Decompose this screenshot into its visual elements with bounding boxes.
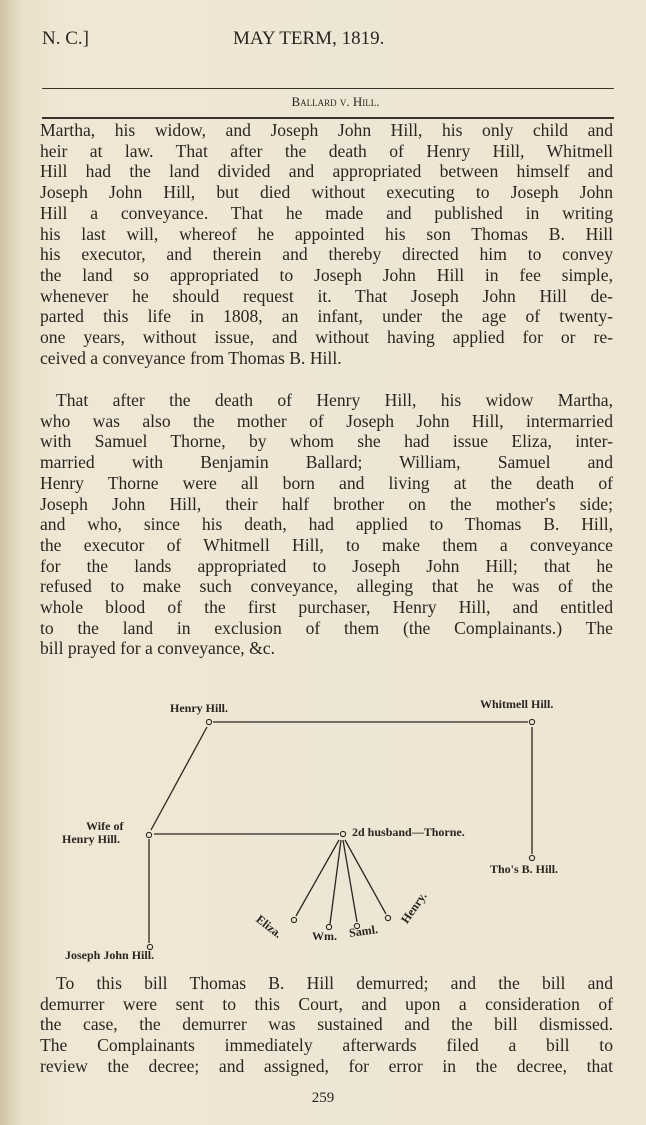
label-wife-henry-hill: Henry Hill.: [62, 832, 120, 846]
label-henry-hill: Henry Hill.: [170, 701, 228, 715]
text-line: with Samuel Thorne, by whom she had issue Eliza, inter-: [40, 431, 613, 452]
label-second-husband: 2d husband—Thorne.: [352, 825, 465, 839]
text-line: and who, since his death, had applied to Thomas B. Hill,: [40, 514, 613, 535]
text-line: Joseph John Hill, but died without executing to Joseph John: [40, 182, 613, 203]
text-line: one years, without issue, and without having applied for or re-: [40, 327, 613, 347]
label-henry: Henry.: [398, 889, 430, 927]
text-line: the land so appropriated to Joseph John Hill in fee simple,: [40, 264, 613, 285]
label-saml: Saml.: [348, 922, 379, 940]
label-thos-b-hill: Tho's B. Hill.: [490, 862, 559, 876]
text-line: parted this life in 1808, an infant, under the age of twenty-: [40, 306, 613, 327]
text-line: ceived a conveyance from Thomas B. Hill.: [40, 347, 342, 368]
text-line: bill prayed for a conveyance, &c.: [40, 638, 275, 659]
text-line: Joseph John Hill, their half brother on the mother's side;: [40, 493, 613, 514]
text-line: the case, the demurrer was sustained and the bill dismissed.: [40, 1014, 613, 1035]
text-line: the executor of Whitmell Hill, to make them a conveyance: [40, 534, 613, 555]
label-wife-of: Wife of: [86, 819, 124, 833]
text-line: Hill a conveyance. That he made and published in writing: [40, 202, 613, 223]
label-joseph-john-hill: Joseph John Hill.: [65, 948, 155, 962]
text-line: Hill had the land divided and appropriated between himself and: [40, 161, 613, 182]
text-line: married with Benjamin Ballard; William, Samuel and: [40, 452, 613, 473]
text-line: demurrer were sent to this Court, and upon a consideration of: [40, 993, 613, 1014]
text-line: That after the death of Henry Hill, his widow Martha,: [56, 390, 613, 410]
text-line: Martha, his widow, and Joseph John Hill, his only child and: [40, 120, 613, 140]
text-line: review the decree; and assigned, for error in the decree, that: [40, 1055, 613, 1076]
text-line: The Complainants immediately afterwards filed a bill to: [40, 1035, 613, 1056]
label-wm: Wm.: [312, 929, 337, 943]
running-head-term: MAY TERM, 1819.: [233, 28, 385, 49]
text-line: refused to make such conveyance, alleging that he was of the: [40, 576, 613, 597]
text-line: heir at law. That after the death of Henry Hill, Whitmell: [40, 140, 613, 161]
text-line: to the land in exclusion of them (the Complainants.) The: [40, 617, 613, 638]
text-line: for the lands appropriated to Joseph John Hill; that he: [40, 555, 613, 576]
text-line: whole blood of the first purchaser, Henry Hill, and entitled: [40, 597, 613, 617]
text-line: whenever he should request it. That Joseph John Hill de-: [40, 285, 613, 306]
case-title: Ballard v. Hill.: [291, 94, 380, 109]
text-line: To this bill Thomas B. Hill demurred; and the bill and: [56, 973, 613, 993]
label-eliza: Eliza.: [253, 912, 285, 941]
label-whitmell-hill: Whitmell Hill.: [480, 697, 554, 711]
text-line: his last will, whereof he appointed his son Thomas B. Hill: [40, 223, 613, 244]
running-head-state: N. C.]: [42, 28, 89, 49]
text-line: Henry Thorne were all born and living at the death of: [40, 472, 613, 493]
page-number: 259: [311, 1090, 335, 1106]
text-line: who was also the mother of Joseph John Hill, intermarried: [40, 410, 613, 431]
text-line: his executor, and therein and thereby directed him to convey: [40, 244, 613, 265]
